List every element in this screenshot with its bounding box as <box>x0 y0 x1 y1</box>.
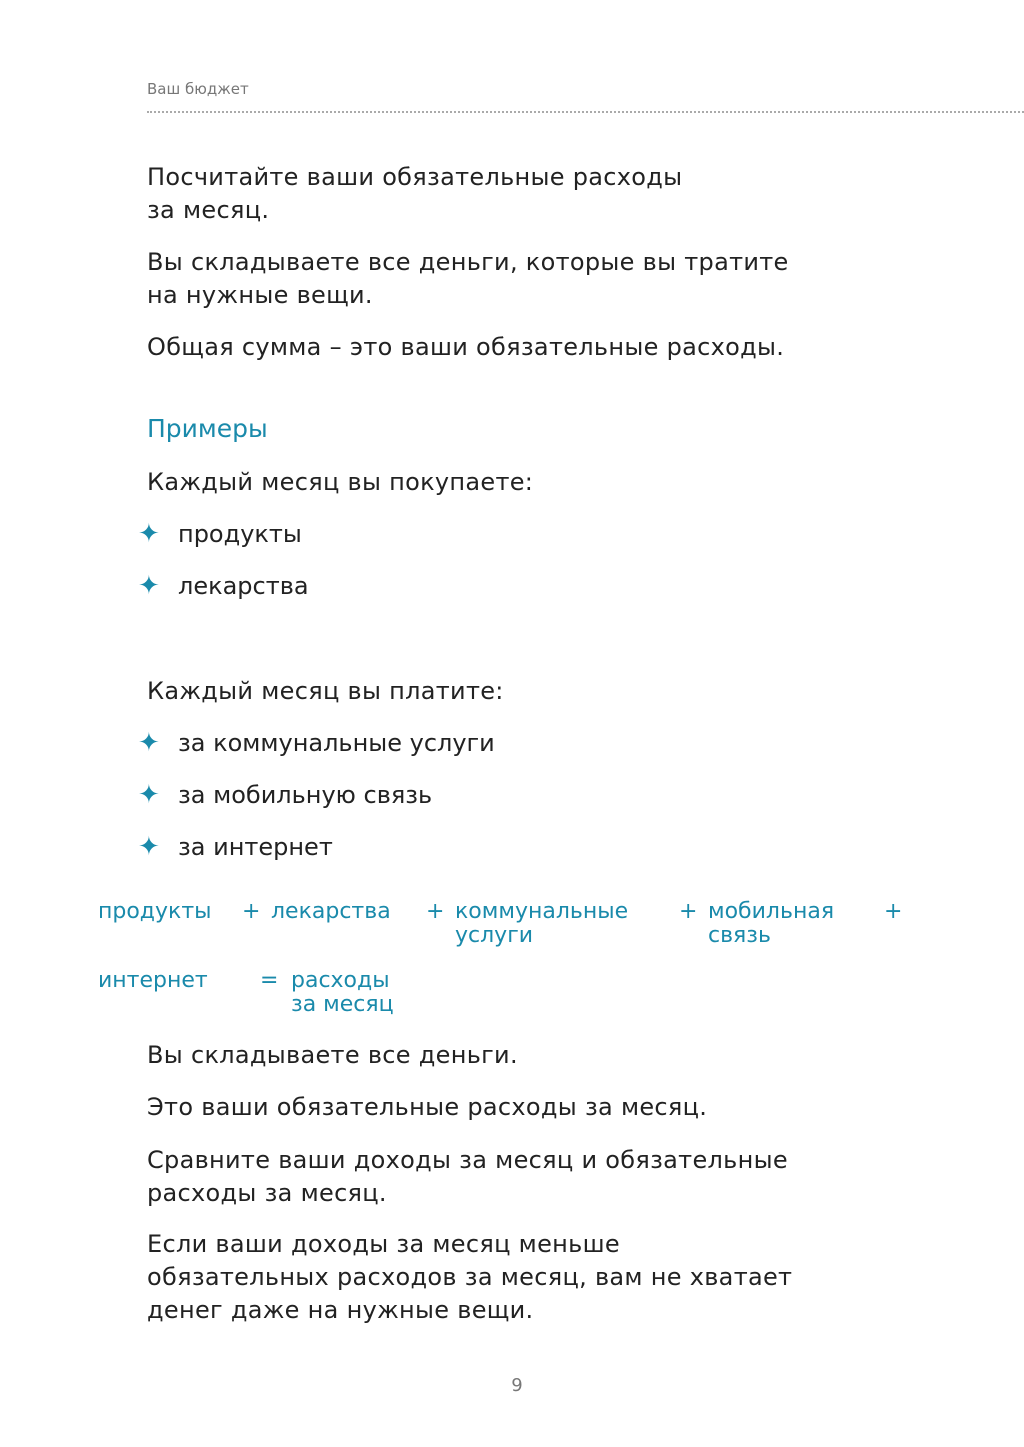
star-bullet-icon: ✦ <box>138 519 160 549</box>
paragraph: Вы складываете все деньги, которые вы тратите на нужные вещи. <box>147 248 789 309</box>
plus-sign: + <box>884 899 903 924</box>
formula-term: интернет <box>98 968 208 993</box>
paragraph: Это ваши обязательные расходы за месяц. <box>147 1093 708 1121</box>
formula-term: продукты <box>98 899 212 924</box>
list-item: ✦ за мобильную связь <box>138 780 433 810</box>
list-item: ✦ продукты <box>138 519 302 549</box>
running-header: Ваш бюджет <box>147 80 249 98</box>
star-bullet-icon: ✦ <box>138 832 160 862</box>
formula-result: расходы за месяц <box>291 968 394 1017</box>
section-heading: Примеры <box>147 414 268 443</box>
plus-sign: + <box>242 899 261 924</box>
star-bullet-icon: ✦ <box>138 780 160 810</box>
page-number: 9 <box>511 1375 523 1396</box>
star-bullet-icon: ✦ <box>138 728 160 758</box>
list-item: ✦ лекарства <box>138 571 309 601</box>
paragraph: Если ваши доходы за месяц меньше обязательных расходов за месяц, вам не хватает денег даже на нужные вещи. <box>147 1230 793 1324</box>
formula-term: лекарства <box>271 899 391 924</box>
header-divider <box>147 111 1024 113</box>
star-bullet-icon: ✦ <box>138 571 160 601</box>
list-item: ✦ за коммунальные услуги <box>138 728 495 758</box>
paragraph: Посчитайте ваши обязательные расходы за месяц. <box>147 163 683 224</box>
paragraph: Вы складываете все деньги. <box>147 1041 518 1069</box>
paragraph: Сравните ваши доходы за месяц и обязательные расходы за месяц. <box>147 1146 788 1207</box>
plus-sign: + <box>679 899 698 924</box>
paragraph: Каждый месяц вы покупаете: <box>147 468 534 496</box>
list-item: ✦ за интернет <box>138 832 333 862</box>
plus-sign: + <box>426 899 445 924</box>
paragraph: Каждый месяц вы платите: <box>147 677 504 705</box>
equals-sign: = <box>260 968 279 993</box>
formula-term: мобильная связь <box>708 899 835 948</box>
paragraph: Общая сумма – это ваши обязательные расходы. <box>147 333 785 361</box>
formula-term: коммунальные услуги <box>455 899 629 948</box>
